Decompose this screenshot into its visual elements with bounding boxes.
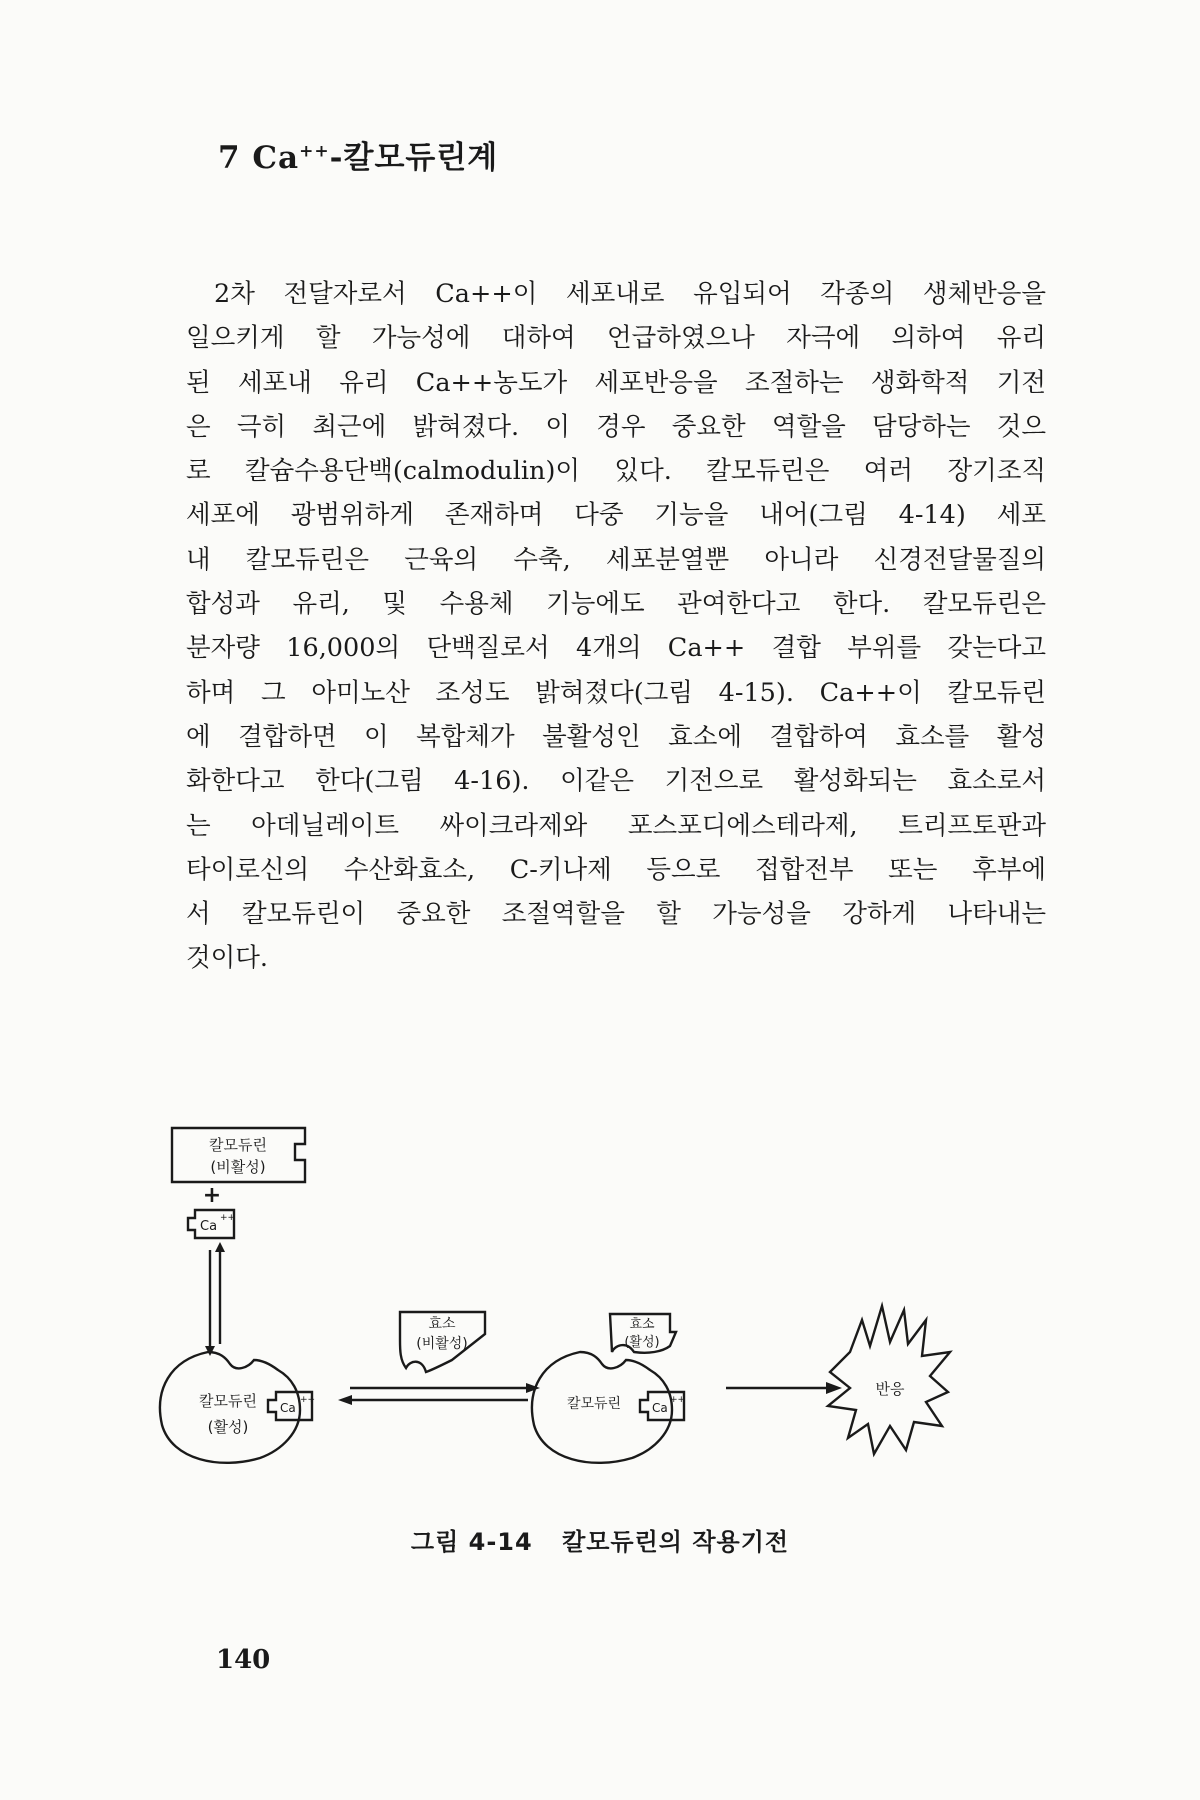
reaction-arrowhead (826, 1382, 842, 1394)
body-line: 일으키게 할 가능성에 대하여 언급하였으나 자극에 의하여 유리 (186, 323, 1046, 354)
figure-number: 그림 4-14 (410, 1528, 533, 1556)
body-line: 된 세포내 유리 Ca++농도가 세포반응을 조절하는 생화학적 기전 (186, 367, 1046, 398)
inactive-enzyme-state: (비활성) (416, 1336, 468, 1352)
body-line: 2차 전달자로서 Ca++이 세포내로 유입되어 각종의 생체반응을 (214, 279, 1046, 309)
figure-title: 칼모듀린의 작용기전 (562, 1528, 790, 1556)
page-number: 140 (216, 1645, 271, 1675)
body-line: 화한다고 한다(그림 4-16). 이같은 기전으로 활성화되는 효소로서 (186, 766, 1046, 797)
complex-calmodulin-label: 칼모듀린 (566, 1396, 622, 1412)
body-line: 에 결합하면 이 복합체가 불활성인 효소에 결합하여 효소를 활성 (186, 721, 1046, 752)
figure-caption (0, 1522, 1200, 1557)
heading-superscript: ++ (299, 141, 330, 162)
calmodulin-mechanism-diagram (150, 1120, 1080, 1540)
down-arrowhead (205, 1346, 215, 1356)
body-line: 합성과 유리, 및 수용체 기능에도 관여한다고 한다. 칼모듀린은 (186, 589, 1046, 620)
active-enzyme-state: (활성) (624, 1335, 660, 1350)
inactive-calmodulin-label: 칼모듀린 (209, 1136, 267, 1154)
body-line: 하며 그 아미노산 조성도 밝혀졌다(그림 4-15). Ca++이 칼모듀린 (186, 677, 1046, 708)
body-line: 세포에 광범위하게 존재하며 다중 기능을 내어(그림 4-14) 세포 (186, 500, 1046, 531)
body-line: 타이로신의 수산화효소, C-키나제 등으로 접합전부 또는 후부에 (186, 854, 1046, 885)
active-calcium-charge: ++ (300, 1395, 316, 1405)
active-calmodulin-state: (활성) (207, 1418, 249, 1436)
heading-suffix: -칼모듀린계 (329, 140, 499, 176)
calcium-label: Ca (200, 1219, 218, 1234)
complex-calcium-charge: ++ (670, 1395, 686, 1405)
body-line: 것이다. (186, 943, 269, 974)
body-line: 로 칼슘수용단백(calmodulin)이 있다. 칼모듀린은 여러 장기조직 (186, 456, 1046, 487)
reverse-arrowhead (338, 1395, 352, 1405)
up-arrowhead (215, 1242, 225, 1252)
reaction-label: 반응 (875, 1380, 905, 1398)
body-line: 는 아데닐레이트 싸이크라제와 포스포디에스테라제, 트리프토판과 (186, 810, 1046, 841)
plus-sign: + (202, 1183, 222, 1208)
body-line: 서 칼모듀린이 중요한 조절역할을 할 가능성을 강하게 나타내는 (186, 899, 1046, 930)
calcium-charge: ++ (220, 1213, 236, 1223)
inactive-calmodulin-state: (비활성) (210, 1158, 266, 1176)
body-line: 분자량 16,000의 단백질로서 4개의 Ca++ 결합 부위를 갖는다고 (186, 633, 1046, 664)
body-line: 내 칼모듀린은 근육의 수축, 세포분열뿐 아니라 신경전달물질의 (186, 544, 1046, 575)
section-heading (218, 132, 498, 177)
heading-prefix: Ca (252, 140, 300, 176)
section-number: 7 (218, 140, 241, 176)
active-enzyme-label: 효소 (629, 1317, 655, 1332)
body-line: 은 극히 최근에 밝혀졌다. 이 경우 중요한 역할을 담당하는 것으 (186, 411, 1046, 442)
active-calmodulin-label: 칼모듀린 (199, 1392, 257, 1410)
body-paragraph (186, 272, 1046, 981)
inactive-enzyme-label: 효소 (428, 1316, 456, 1332)
active-calcium-label: Ca (280, 1401, 296, 1415)
complex-calcium-label: Ca (652, 1401, 668, 1415)
